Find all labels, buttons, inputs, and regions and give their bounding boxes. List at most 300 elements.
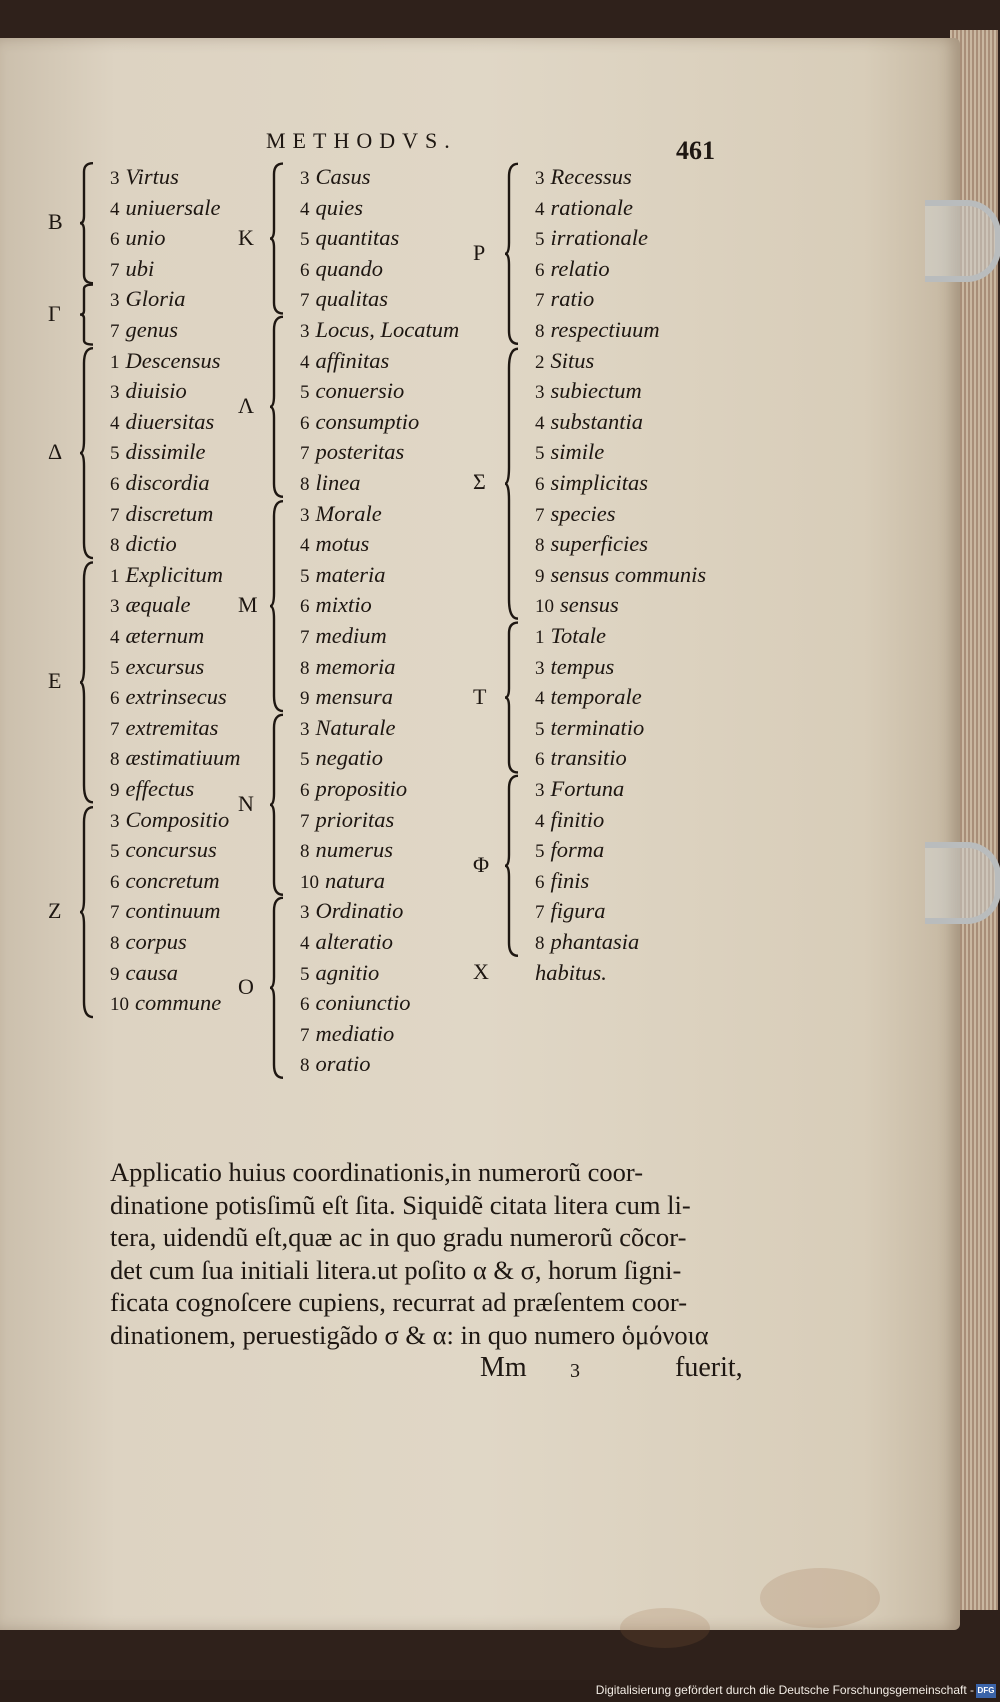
paragraph-line: det cum ſua initiali litera.ut poſito α & σ, horum ſigni- (110, 1254, 682, 1285)
item-number: 5 (535, 443, 545, 465)
item-term: excursus (125, 653, 205, 679)
item-number: 4 (300, 351, 310, 373)
table-item (110, 652, 241, 683)
table-item (300, 529, 396, 560)
item-term: prioritas (315, 806, 395, 832)
table-item (535, 621, 644, 652)
item-term: Casus (315, 164, 371, 189)
group-letter: Z (48, 897, 62, 923)
item-number: 8 (300, 657, 310, 679)
table-item (535, 407, 706, 438)
table-item (110, 284, 186, 315)
table-item (300, 927, 410, 958)
item-number: 8 (300, 841, 310, 863)
item-number: 6 (300, 412, 310, 434)
item-term: discretum (125, 500, 214, 526)
item-term: finitio (550, 806, 605, 832)
item-term: Explicitum (125, 561, 223, 587)
item-number: 8 (300, 473, 310, 495)
table-item (535, 743, 644, 774)
item-term: causa (125, 959, 178, 985)
group-items (535, 162, 660, 346)
item-term: agnitio (315, 959, 380, 985)
item-number: 4 (300, 535, 310, 557)
bracket-group-Λ (238, 315, 488, 499)
table-item (300, 1019, 410, 1050)
item-number: 6 (535, 871, 545, 893)
item-term: Virtus (125, 164, 179, 189)
item-number: 6 (300, 779, 310, 801)
item-term: ratio (550, 286, 595, 312)
paragraph-line: ficata cognoſcere cupiens, recurrat ad præſentem coor- (110, 1287, 688, 1317)
group-items (535, 958, 607, 989)
item-number: 4 (535, 412, 545, 434)
item-term: linea (315, 469, 361, 495)
brace-icon (270, 315, 284, 499)
item-term: substantia (550, 408, 644, 434)
table-item (110, 376, 220, 407)
item-term: materia (315, 561, 386, 587)
item-number: 3 (110, 168, 120, 189)
bracket-group-K (238, 162, 488, 315)
group-letter: T (473, 683, 487, 709)
item-number: 6 (300, 994, 310, 1016)
item-term: posteritas (315, 439, 405, 465)
brace-icon (270, 162, 284, 315)
item-term: irrationale (550, 225, 649, 251)
item-number: 5 (110, 841, 120, 863)
table-item (300, 958, 410, 989)
brace-icon (80, 805, 94, 1019)
item-number: 4 (535, 198, 545, 220)
item-term: natura (325, 867, 386, 893)
brace-icon (270, 713, 284, 897)
item-number: 9 (535, 565, 545, 587)
item-term: Naturale (315, 714, 396, 740)
bracket-group-Φ (473, 774, 723, 958)
table-item (300, 590, 396, 621)
table-item (110, 499, 220, 530)
table-item (535, 284, 660, 315)
item-term: dictio (125, 531, 177, 557)
item-term: finis (550, 867, 590, 893)
item-number: 6 (110, 473, 120, 495)
item-term: habitus. (535, 959, 607, 985)
brace-icon (80, 162, 94, 284)
group-letter: X (473, 958, 489, 984)
item-number: 7 (300, 1024, 310, 1046)
table-item (110, 223, 221, 254)
table-item (300, 437, 459, 468)
table-item (300, 193, 399, 224)
catchword: fuerit, (675, 1352, 743, 1383)
item-number: 5 (300, 749, 310, 771)
group-letter: Γ (48, 300, 61, 326)
table-item (535, 682, 644, 713)
table-item (110, 896, 229, 927)
dfg-logo-icon: DFG (976, 1684, 996, 1698)
item-number: 3 (300, 902, 310, 924)
item-number: 6 (300, 259, 310, 281)
table-item (300, 1049, 410, 1080)
item-number: 7 (535, 290, 545, 312)
item-number: 3 (535, 168, 545, 189)
table-item (110, 805, 229, 836)
table-item (300, 346, 459, 377)
item-number: 5 (300, 229, 310, 251)
table-item (535, 896, 639, 927)
item-term: mixtio (315, 592, 372, 618)
table-item (300, 682, 396, 713)
table-item (110, 713, 241, 744)
brace-icon (270, 499, 284, 713)
table-item (535, 376, 706, 407)
table-item (110, 866, 229, 897)
brace-icon (270, 896, 284, 1080)
item-number: 8 (535, 320, 545, 342)
table-item (110, 560, 241, 591)
table-item (535, 529, 706, 560)
item-term: subiectum (550, 378, 642, 404)
brace-icon (505, 346, 519, 621)
group-letter: Δ (48, 438, 63, 464)
book-clip-icon (925, 842, 1000, 924)
bracket-group-N (238, 713, 488, 897)
item-term: concursus (125, 837, 217, 863)
item-term: coniunctio (315, 990, 411, 1016)
table-item (535, 162, 660, 193)
table-item (110, 927, 229, 958)
table-item (300, 162, 399, 193)
table-item (110, 315, 186, 346)
item-number: 3 (535, 780, 545, 801)
table-item (110, 958, 229, 989)
item-term: memoria (315, 653, 396, 679)
item-term: terminatio (550, 714, 645, 740)
item-term: Recessus (550, 164, 632, 189)
table-item (110, 162, 221, 193)
page-number: 461 (676, 136, 715, 165)
item-number: 8 (535, 932, 545, 954)
table-item (300, 713, 407, 744)
item-term: temporale (550, 684, 642, 710)
table-item (535, 346, 706, 377)
item-number: 8 (110, 932, 120, 954)
paper-stain (620, 1608, 710, 1648)
item-term: Morale (315, 500, 382, 526)
item-term: diuisio (125, 378, 187, 404)
item-number: 2 (535, 351, 545, 373)
item-term: affinitas (315, 347, 390, 373)
table-item (300, 560, 396, 591)
group-letter: Φ (473, 851, 490, 877)
item-number: 3 (110, 596, 120, 618)
item-term: medium (315, 622, 387, 648)
table-item (535, 652, 644, 683)
item-term: uniuersale (125, 194, 221, 220)
group-letter: Λ (238, 392, 254, 418)
item-term: tempus (550, 653, 615, 679)
item-term: Locus, Locatum (315, 317, 460, 342)
item-number: 5 (300, 565, 310, 587)
group-items (110, 560, 241, 805)
item-term: extrinsecus (125, 684, 227, 710)
item-number: 7 (110, 902, 120, 924)
table-item (300, 284, 399, 315)
item-term: effectus (125, 775, 195, 801)
group-letter: P (473, 239, 486, 265)
item-term: quantitas (315, 225, 400, 251)
item-term: sensus communis (550, 561, 707, 587)
item-number: 5 (535, 718, 545, 740)
table-item (110, 529, 220, 560)
group-letter: B (48, 209, 63, 235)
table-item (535, 499, 706, 530)
item-number: 10 (110, 994, 129, 1016)
paragraph-line: dinationem, peruestigãdo σ & α: in quo numero ὁμόνοια (110, 1319, 709, 1350)
paper-stain (760, 1568, 880, 1628)
table-item (535, 713, 644, 744)
item-number: 8 (300, 1055, 310, 1077)
table-item (300, 223, 399, 254)
item-term: Compositio (125, 806, 230, 832)
item-term: continuum (125, 898, 221, 924)
running-head: METHODVS. (266, 128, 457, 153)
item-number: 3 (110, 290, 120, 312)
table-item (300, 376, 459, 407)
item-term: æquale (125, 592, 191, 618)
brace-icon (505, 621, 519, 774)
group-letter: K (238, 224, 254, 250)
group-letter: E (48, 668, 62, 694)
item-number: 8 (110, 535, 120, 557)
group-items (300, 315, 459, 499)
table-item (535, 866, 639, 897)
item-number: 5 (535, 229, 545, 251)
table-item (300, 835, 407, 866)
item-term: dissimile (125, 439, 206, 465)
table-item (535, 315, 660, 346)
item-term: diuersitas (125, 408, 215, 434)
item-number: 1 (535, 627, 545, 648)
item-term: mensura (315, 684, 393, 710)
paragraph-line: tera, uidendũ eſt,quæ ac in quo gradu numerorũ cõcor- (110, 1222, 687, 1252)
item-term: concretum (125, 867, 220, 893)
bracket-group-Σ (473, 346, 723, 621)
group-items (110, 284, 186, 345)
paragraph-line: Applicatio huius coordinationis,in numerorũ coor- (110, 1157, 644, 1187)
item-number: 5 (110, 657, 120, 679)
item-term: corpus (125, 928, 187, 954)
item-number: 3 (300, 504, 310, 526)
brace-icon (505, 774, 519, 958)
item-term: Gloria (125, 286, 186, 312)
item-term: discordia (125, 469, 210, 495)
digitization-credit: Digitalisierung gefördert durch die Deutsche Forschungsgemeinschaft - (595, 1683, 974, 1697)
brace-icon (80, 284, 94, 345)
item-number: 9 (110, 779, 120, 801)
item-term: quando (315, 255, 383, 281)
group-items (535, 774, 639, 958)
item-number: 5 (300, 963, 310, 985)
table-item (110, 468, 220, 499)
table-item (535, 560, 706, 591)
item-number: 3 (110, 382, 120, 404)
item-term: transitio (550, 745, 627, 771)
table-item (535, 774, 639, 805)
item-term: mediatio (315, 1020, 395, 1046)
item-term: propositio (315, 775, 408, 801)
table-item (300, 621, 396, 652)
table-item (535, 927, 639, 958)
group-items (110, 805, 229, 1019)
item-term: relatio (550, 255, 610, 281)
signature-number: 3 (570, 1360, 580, 1382)
item-number: 6 (110, 871, 120, 893)
item-number: 7 (110, 718, 120, 740)
group-items (535, 346, 706, 621)
item-number: 4 (535, 810, 545, 832)
item-number: 3 (110, 810, 120, 832)
item-number: 4 (110, 198, 120, 220)
group-items (300, 713, 407, 897)
item-number: 10 (300, 871, 319, 893)
table-item (300, 805, 407, 836)
item-number: 1 (110, 351, 120, 373)
bracket-group-T (473, 621, 723, 774)
item-number: 7 (300, 443, 310, 465)
table-item (110, 835, 229, 866)
item-term: phantasia (550, 928, 640, 954)
signature-mark: Mm (480, 1352, 527, 1383)
table-item (535, 835, 639, 866)
brace-icon (80, 346, 94, 560)
table-item (300, 652, 396, 683)
item-term: alteratio (315, 928, 393, 954)
item-number: 9 (300, 688, 310, 710)
item-term: simplicitas (550, 469, 649, 495)
item-number: 5 (535, 841, 545, 863)
table-item (110, 193, 221, 224)
table-item (300, 896, 410, 927)
item-number: 7 (300, 290, 310, 312)
bracket-group-P (473, 162, 723, 346)
item-term: simile (550, 439, 605, 465)
item-number: 7 (535, 902, 545, 924)
item-number: 3 (535, 382, 545, 404)
table-item (535, 254, 660, 285)
item-term: figura (550, 898, 606, 924)
table-item (110, 590, 241, 621)
body-paragraph (110, 1156, 750, 1351)
item-term: respectiuum (550, 316, 660, 342)
item-term: extremitas (125, 714, 219, 740)
table-item (300, 774, 407, 805)
table-item (110, 437, 220, 468)
table-item (110, 988, 229, 1019)
item-number: 7 (300, 810, 310, 832)
table-item (535, 437, 706, 468)
item-number: 8 (110, 749, 120, 771)
item-number: 1 (110, 565, 120, 587)
item-term: oratio (315, 1051, 371, 1077)
item-number: 7 (300, 626, 310, 648)
table-item (535, 805, 639, 836)
table-item (300, 866, 407, 897)
group-items (300, 896, 410, 1080)
item-term: species (550, 500, 616, 526)
item-number: 10 (535, 596, 554, 618)
table-item (110, 621, 241, 652)
table-item (300, 743, 407, 774)
item-term: sensus (560, 592, 619, 618)
item-term: negatio (315, 745, 383, 771)
item-term: Totale (550, 623, 606, 648)
table-item (535, 958, 607, 989)
item-number: 9 (110, 963, 120, 985)
item-number: 6 (300, 596, 310, 618)
item-term: quies (315, 194, 363, 220)
table-item (110, 682, 241, 713)
table-item (110, 346, 220, 377)
item-term: motus (315, 531, 370, 557)
item-term: æternum (125, 622, 205, 648)
group-items (535, 621, 644, 774)
item-term: numerus (315, 837, 393, 863)
book-clip-icon (925, 200, 1000, 282)
item-term: forma (550, 837, 605, 863)
item-number: 5 (110, 443, 120, 465)
item-number: 7 (110, 504, 120, 526)
item-number: 4 (110, 626, 120, 648)
group-items (300, 162, 399, 315)
item-number: 7 (110, 259, 120, 281)
item-term: conuersio (315, 378, 405, 404)
item-number: 7 (535, 504, 545, 526)
group-letter: M (238, 591, 258, 617)
item-number: 6 (110, 229, 120, 251)
item-term: consumptio (315, 408, 420, 434)
item-term: qualitas (315, 286, 389, 312)
group-items (300, 499, 396, 713)
item-term: Fortuna (550, 776, 625, 801)
table-item (110, 254, 221, 285)
brace-icon (505, 162, 519, 346)
item-number: 3 (300, 718, 310, 740)
item-term: superficies (550, 531, 648, 557)
item-number: 4 (535, 688, 545, 710)
table-item (300, 988, 410, 1019)
group-items (110, 162, 221, 284)
item-number: 6 (535, 749, 545, 771)
item-number: 3 (535, 657, 545, 679)
table-item (535, 468, 706, 499)
item-number: 6 (110, 688, 120, 710)
item-number: 4 (300, 198, 310, 220)
bracket-group-X (473, 958, 723, 989)
group-letter: N (238, 790, 254, 816)
item-term: ubi (125, 255, 155, 281)
paragraph-line: dinatione potisſimũ eſt ſita. Siquidẽ citata litera cum li- (110, 1189, 691, 1220)
table-item (300, 315, 459, 346)
item-number: 4 (300, 932, 310, 954)
item-number: 5 (300, 382, 310, 404)
table-item (300, 407, 459, 438)
item-number: 3 (300, 321, 310, 342)
table-item (300, 468, 459, 499)
group-letter: O (238, 974, 254, 1000)
item-term: commune (135, 990, 222, 1016)
